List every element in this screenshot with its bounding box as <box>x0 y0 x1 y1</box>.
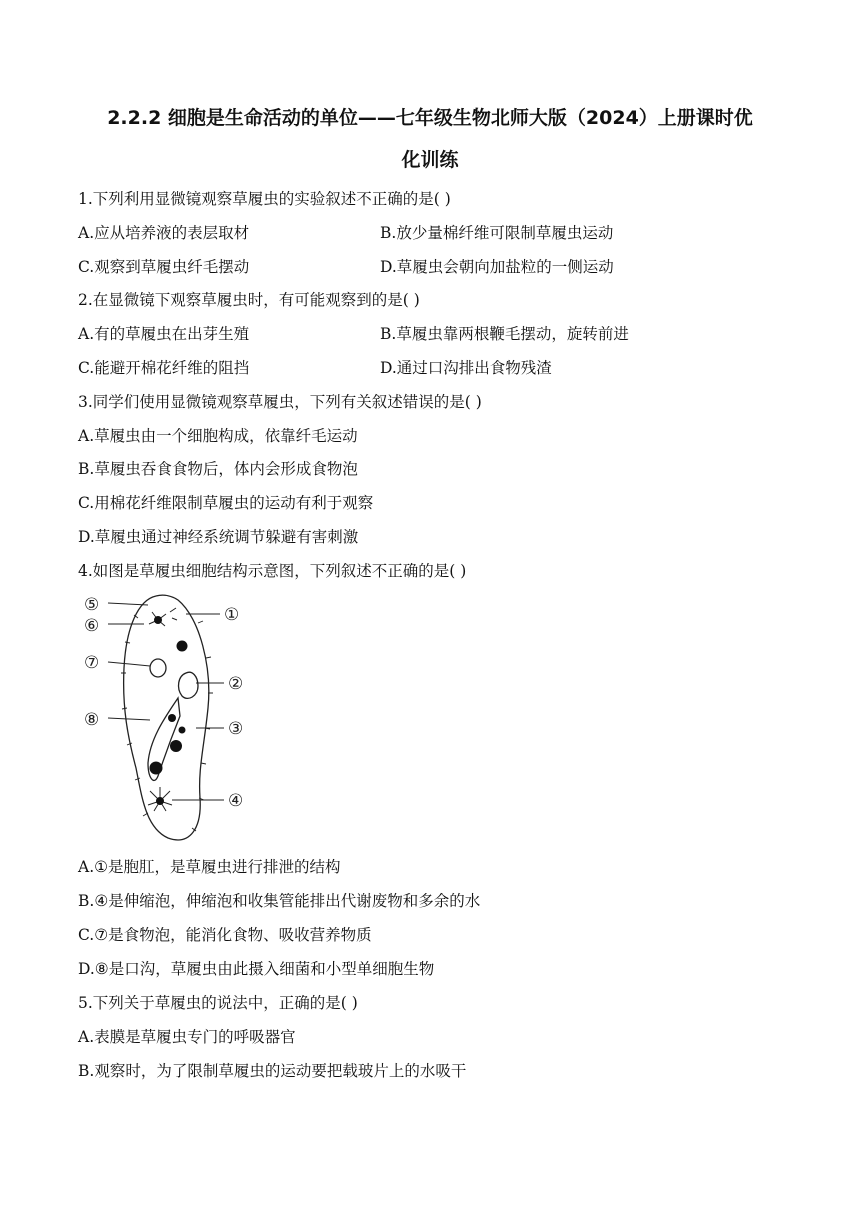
question-5-option-a: A.表膜是草履虫专门的呼吸器官 <box>78 1028 296 1046</box>
contractile-vacuole-top <box>149 608 177 626</box>
contractile-vacuole-center <box>156 797 164 805</box>
question-3-stem: 3.同学们使用显微镜观察草履虫，下列有关叙述错误的是( ) <box>78 393 482 411</box>
food-vacuole <box>150 659 166 677</box>
food-vacuole-dark <box>177 641 188 652</box>
question-2-option-b: B.草履虫靠两根鞭毛摆动，旋转前进 <box>380 325 629 343</box>
question-2-option-a: A.有的草履虫在出芽生殖 <box>78 325 250 343</box>
food-vacuole-dark <box>168 714 176 722</box>
macronucleus <box>179 672 198 698</box>
question-1-option-c: C.观察到草履虫纤毛摆动 <box>78 258 250 276</box>
label-7: ⑦ <box>84 653 100 673</box>
leader-lines <box>108 603 224 800</box>
question-2-option-d: D.通过口沟排出食物残渣 <box>380 359 552 377</box>
question-2-stem: 2.在显微镜下观察草履虫时，有可能观察到的是( ) <box>78 291 420 309</box>
cilia <box>121 615 213 831</box>
question-1-option-d: D.草履虫会朝向加盐粒的一侧运动 <box>380 258 614 276</box>
question-1-stem: 1.下列利用显微镜观察草履虫的实验叙述不正确的是( ) <box>78 190 451 208</box>
question-3-option-a: A.草履虫由一个细胞构成，依靠纤毛运动 <box>78 427 358 445</box>
page-title: 2.2.2 细胞是生命活动的单位——七年级生物北师大版（2024）上册课时优 <box>107 107 753 129</box>
question-3-option-d: D.草履虫通过神经系统调节躲避有害刺激 <box>78 528 359 546</box>
page-title-continued: 化训练 <box>401 149 459 171</box>
question-4-option-a: A.①是胞肛，是草履虫进行排泄的结构 <box>78 858 341 876</box>
question-3-option-c: C.用棉花纤维限制草履虫的运动有利于观察 <box>78 494 374 512</box>
question-1-option-b: B.放少量棉纤维可限制草履虫运动 <box>380 224 614 242</box>
food-vacuole-dark <box>170 740 182 752</box>
label-5: ⑤ <box>84 595 100 615</box>
question-5-option-b: B.观察时，为了限制草履虫的运动要把载玻片上的水吸干 <box>78 1062 467 1080</box>
label-1: ① <box>224 605 240 625</box>
question-4-option-c: C.⑦是食物泡，能消化食物、吸收营养物质 <box>78 926 372 944</box>
question-3-option-b: B.草履虫吞食食物后，体内会形成食物泡 <box>78 460 358 478</box>
label-6: ⑥ <box>84 616 100 636</box>
question-1-option-a: A.应从培养液的表层取材 <box>78 224 250 242</box>
label-8: ⑧ <box>84 710 100 730</box>
food-vacuole-dark <box>179 727 186 734</box>
food-vacuole-dark <box>150 762 163 775</box>
food-vacuole-dark <box>154 616 162 624</box>
question-4-stem: 4.如图是草履虫细胞结构示意图，下列叙述不正确的是( ) <box>78 562 467 580</box>
question-4-option-b: B.④是伸缩泡，伸缩泡和收集管能排出代谢废物和多余的水 <box>78 892 481 910</box>
question-5-stem: 5.下列关于草履虫的说法中，正确的是( ) <box>78 994 358 1012</box>
label-3: ③ <box>228 719 244 739</box>
question-2-option-c: C.能避开棉花纤维的阻挡 <box>78 359 250 377</box>
question-4-option-d: D.⑧是口沟，草履虫由此摄入细菌和小型单细胞生物 <box>78 960 435 978</box>
paramecium-diagram <box>78 588 270 850</box>
label-2: ② <box>228 674 244 694</box>
label-4: ④ <box>228 791 244 811</box>
